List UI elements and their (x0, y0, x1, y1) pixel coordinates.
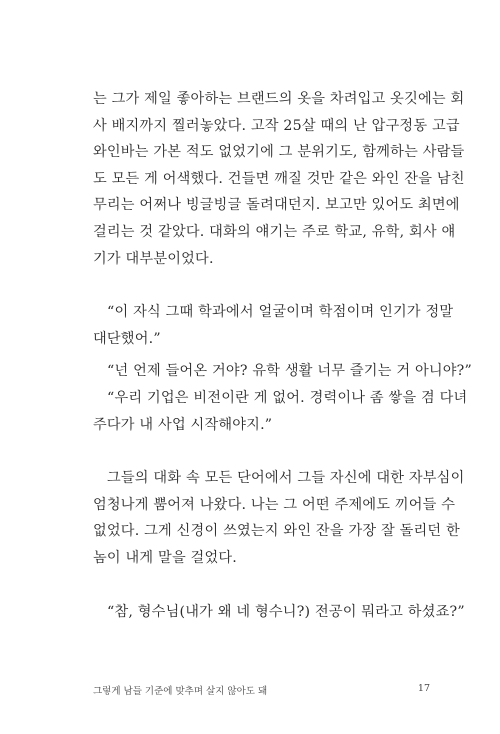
dialogue-paragraph (93, 385, 468, 438)
text-line: “우리 기업은 비전이란 게 없어. 경력이나 좀 쌓을 겸 다녀 (107, 389, 468, 406)
paragraph (93, 86, 465, 272)
running-footer-title: 그렇게 남들 기준에 맞추며 살지 않아도 돼 (93, 686, 268, 697)
text-line: 엄청나게 뿜어져 나왔다. 나는 그 어떤 주제에도 끼어들 수 (93, 496, 456, 513)
text-line: 사 배지까지 찔러놓았다. 고작 25살 때의 난 압구정동 고급 (93, 117, 460, 134)
text-line: “참, 형수님(내가 왜 네 형수니?) 전공이 뭐라고 하셨죠?” (107, 603, 465, 620)
text-line: 도 모든 게 어색했다. 건들면 깨질 것만 같은 와인 잔을 남친 (93, 170, 465, 187)
text-line: 주다가 내 사업 시작해야지.” (93, 416, 273, 433)
text-line: 대단했어.” (93, 330, 161, 347)
text-line: “이 자식 그때 학과에서 얼굴이며 학점이며 인기가 정말 (107, 304, 454, 321)
text-line: 무리는 어쩌나 빙글빙글 돌려대던지. 보고만 있어도 최면에 (93, 197, 460, 214)
text-line: 없었다. 그게 신경이 쓰였는지 와인 잔을 가장 잘 돌리던 한 (93, 523, 460, 540)
dialogue-paragraph (93, 299, 454, 352)
text-line: “넌 언제 들어온 거야? 유학 생활 너무 즐기는 거 아니야?” (107, 363, 472, 380)
text-line: 는 그가 제일 좋아하는 브랜드의 옷을 차려입고 옷깃에는 회 (93, 91, 465, 107)
text-line: 걸리는 것 같았다. 대화의 얘기는 주로 학교, 유학, 회사 얘 (93, 223, 456, 240)
page-number: 17 (417, 683, 430, 694)
text-line: 기가 대부분이었다. (93, 250, 214, 267)
text-line: 그들의 대화 속 모든 단어에서 그들 자신에 대한 자부심이 (107, 470, 465, 487)
dialogue-paragraph (93, 358, 472, 385)
paragraph (93, 465, 465, 571)
text-line: 와인바는 가본 적도 없었기에 그 분위기도, 함께하는 사람들 (93, 144, 465, 161)
text-line: 놈이 내게 말을 걸었다. (93, 549, 237, 566)
dialogue-paragraph (93, 599, 465, 626)
body-text (93, 86, 472, 625)
